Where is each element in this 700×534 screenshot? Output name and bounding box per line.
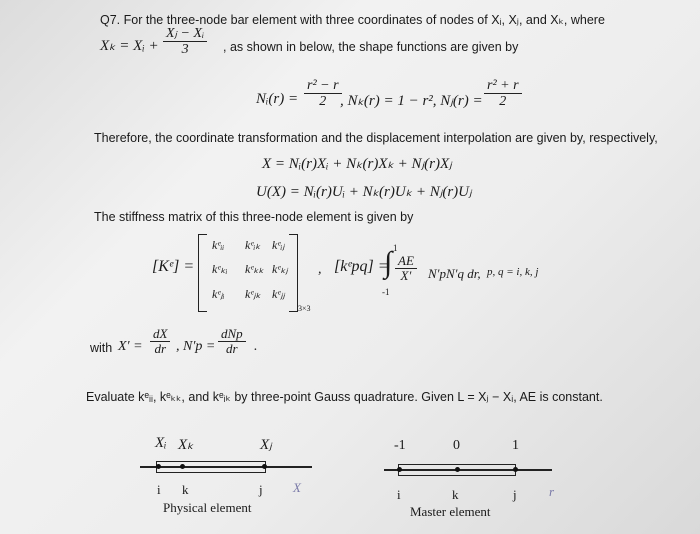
- master-node-k: [455, 467, 460, 472]
- matrix-size: 3×3: [298, 304, 311, 313]
- matrix-entry: kᵉᵢₖ: [245, 238, 261, 252]
- dx-numerator: dX: [150, 327, 170, 342]
- ae-denominator: X′: [400, 268, 412, 284]
- stiffness-intro: The stiffness matrix of this three-node element is given by: [94, 210, 414, 224]
- matrix-entry: kᵉᵢᵢ: [212, 238, 225, 252]
- physical-top-label-xk: Xₖ: [178, 437, 194, 453]
- matrix-entry: kᵉₖⱼ: [272, 262, 288, 276]
- master-top-label-0: 0: [453, 438, 460, 453]
- integral-sign: ∫: [384, 246, 393, 279]
- period: .: [254, 339, 258, 354]
- shape-ni-denominator: 2: [319, 94, 327, 110]
- physical-top-label-xj: Xⱼ: [260, 437, 272, 453]
- master-axis-label: r: [549, 484, 555, 499]
- master-top-label-1: 1: [512, 438, 519, 453]
- master-top-label-minus1: -1: [394, 438, 406, 453]
- integral-lower: -1: [382, 287, 390, 297]
- matrix-right-bracket: [289, 234, 298, 312]
- coordinate-transformation-eq: X = Nᵢ(r)Xᵢ + Nₖ(r)Xₖ + Nⱼ(r)Xⱼ: [262, 156, 452, 172]
- physical-bar: [156, 461, 266, 473]
- master-node-i: [397, 467, 402, 472]
- matrix-left-bracket: [198, 234, 207, 312]
- kpq-tail: N′pN′q dr,: [428, 266, 481, 281]
- matrix-entry: kᵉⱼₖ: [245, 287, 261, 301]
- xk-formula-lhs: Xₖ = Xᵢ +: [100, 38, 159, 54]
- dx-denominator: dr: [154, 341, 166, 357]
- master-caption: Master element: [410, 504, 491, 519]
- dn-fraction: [218, 327, 246, 357]
- matrix-entry: kᵉⱼⱼ: [272, 287, 285, 301]
- pq-range: p, q = i, k, j: [487, 266, 539, 278]
- shape-nj-denominator: 2: [499, 94, 507, 110]
- with-label: with: [90, 341, 113, 355]
- master-node-j: [513, 467, 518, 472]
- shape-nj-numerator: r² + r: [484, 78, 522, 94]
- physical-axis-label: X: [293, 480, 301, 495]
- physical-node-k: [180, 464, 185, 469]
- xk-numerator: Xⱼ − Xᵢ: [163, 26, 207, 42]
- shape-nk-nj: , Nₖ(r) = 1 − r², Nⱼ(r) =: [340, 93, 483, 109]
- physical-bottom-label-i: i: [157, 482, 161, 497]
- physical-bottom-label-j: j: [259, 482, 263, 497]
- question-intro: Q7. For the three-node bar element with three coordinates of nodes of Xᵢ, Xⱼ, and Xₖ, where: [100, 13, 605, 27]
- physical-node-i: [156, 464, 161, 469]
- master-bottom-label-k: k: [452, 487, 459, 502]
- matrix-entry: kᵉₖₖ: [245, 262, 264, 276]
- xk-denominator: 3: [181, 42, 189, 58]
- dn-denominator: dr: [226, 341, 238, 357]
- shape-ni-lhs: Nᵢ(r) =: [256, 91, 299, 107]
- xk-fraction: [163, 26, 207, 58]
- nprime-lhs: , N′p =: [176, 339, 216, 354]
- shape-ni-numerator: r² − r: [304, 78, 342, 94]
- evaluate-text: Evaluate kᵉᵢᵢ, kᵉₖₖ, and kᵉᵢₖ by three-point Gauss quadrature. Given L = Xⱼ − Xᵢ, AE is constant.: [86, 390, 603, 404]
- matrix-entry: kᵉₖᵢ: [212, 262, 228, 276]
- physical-caption: Physical element: [163, 500, 252, 515]
- ae-fraction: [395, 254, 417, 284]
- therefore-text: Therefore, the coordinate transformation and the displacement interpolation are given by, respectively,: [94, 131, 658, 145]
- master-bottom-label-j: j: [513, 487, 517, 502]
- physical-top-label-xi: Xᵢ: [155, 435, 167, 451]
- xprime-lhs: X′ =: [118, 339, 143, 354]
- integral-upper: 1: [393, 243, 398, 253]
- dn-numerator: dNp: [218, 327, 246, 342]
- physical-bottom-label-k: k: [182, 482, 189, 497]
- matrix-entry: kᵉⱼᵢ: [212, 287, 225, 301]
- matrix-entry: kᵉᵢⱼ: [272, 238, 285, 252]
- shape-ni-fraction: [304, 78, 342, 110]
- master-bottom-label-i: i: [397, 487, 401, 502]
- comma: ,: [318, 262, 322, 277]
- displacement-interpolation-eq: U(X) = Nᵢ(r)Uᵢ + Nₖ(r)Uₖ + Nⱼ(r)Uⱼ: [256, 184, 472, 200]
- ae-numerator: AE: [395, 254, 417, 269]
- xk-formula-tail: , as shown in below, the shape functions are given by: [223, 40, 519, 54]
- dx-fraction: [150, 327, 170, 357]
- physical-node-j: [262, 464, 267, 469]
- k-matrix-lhs: [Kᵉ] =: [152, 258, 195, 275]
- shape-nj-fraction: [484, 78, 522, 110]
- kpq-lhs: [kᵉpq] =: [334, 258, 389, 275]
